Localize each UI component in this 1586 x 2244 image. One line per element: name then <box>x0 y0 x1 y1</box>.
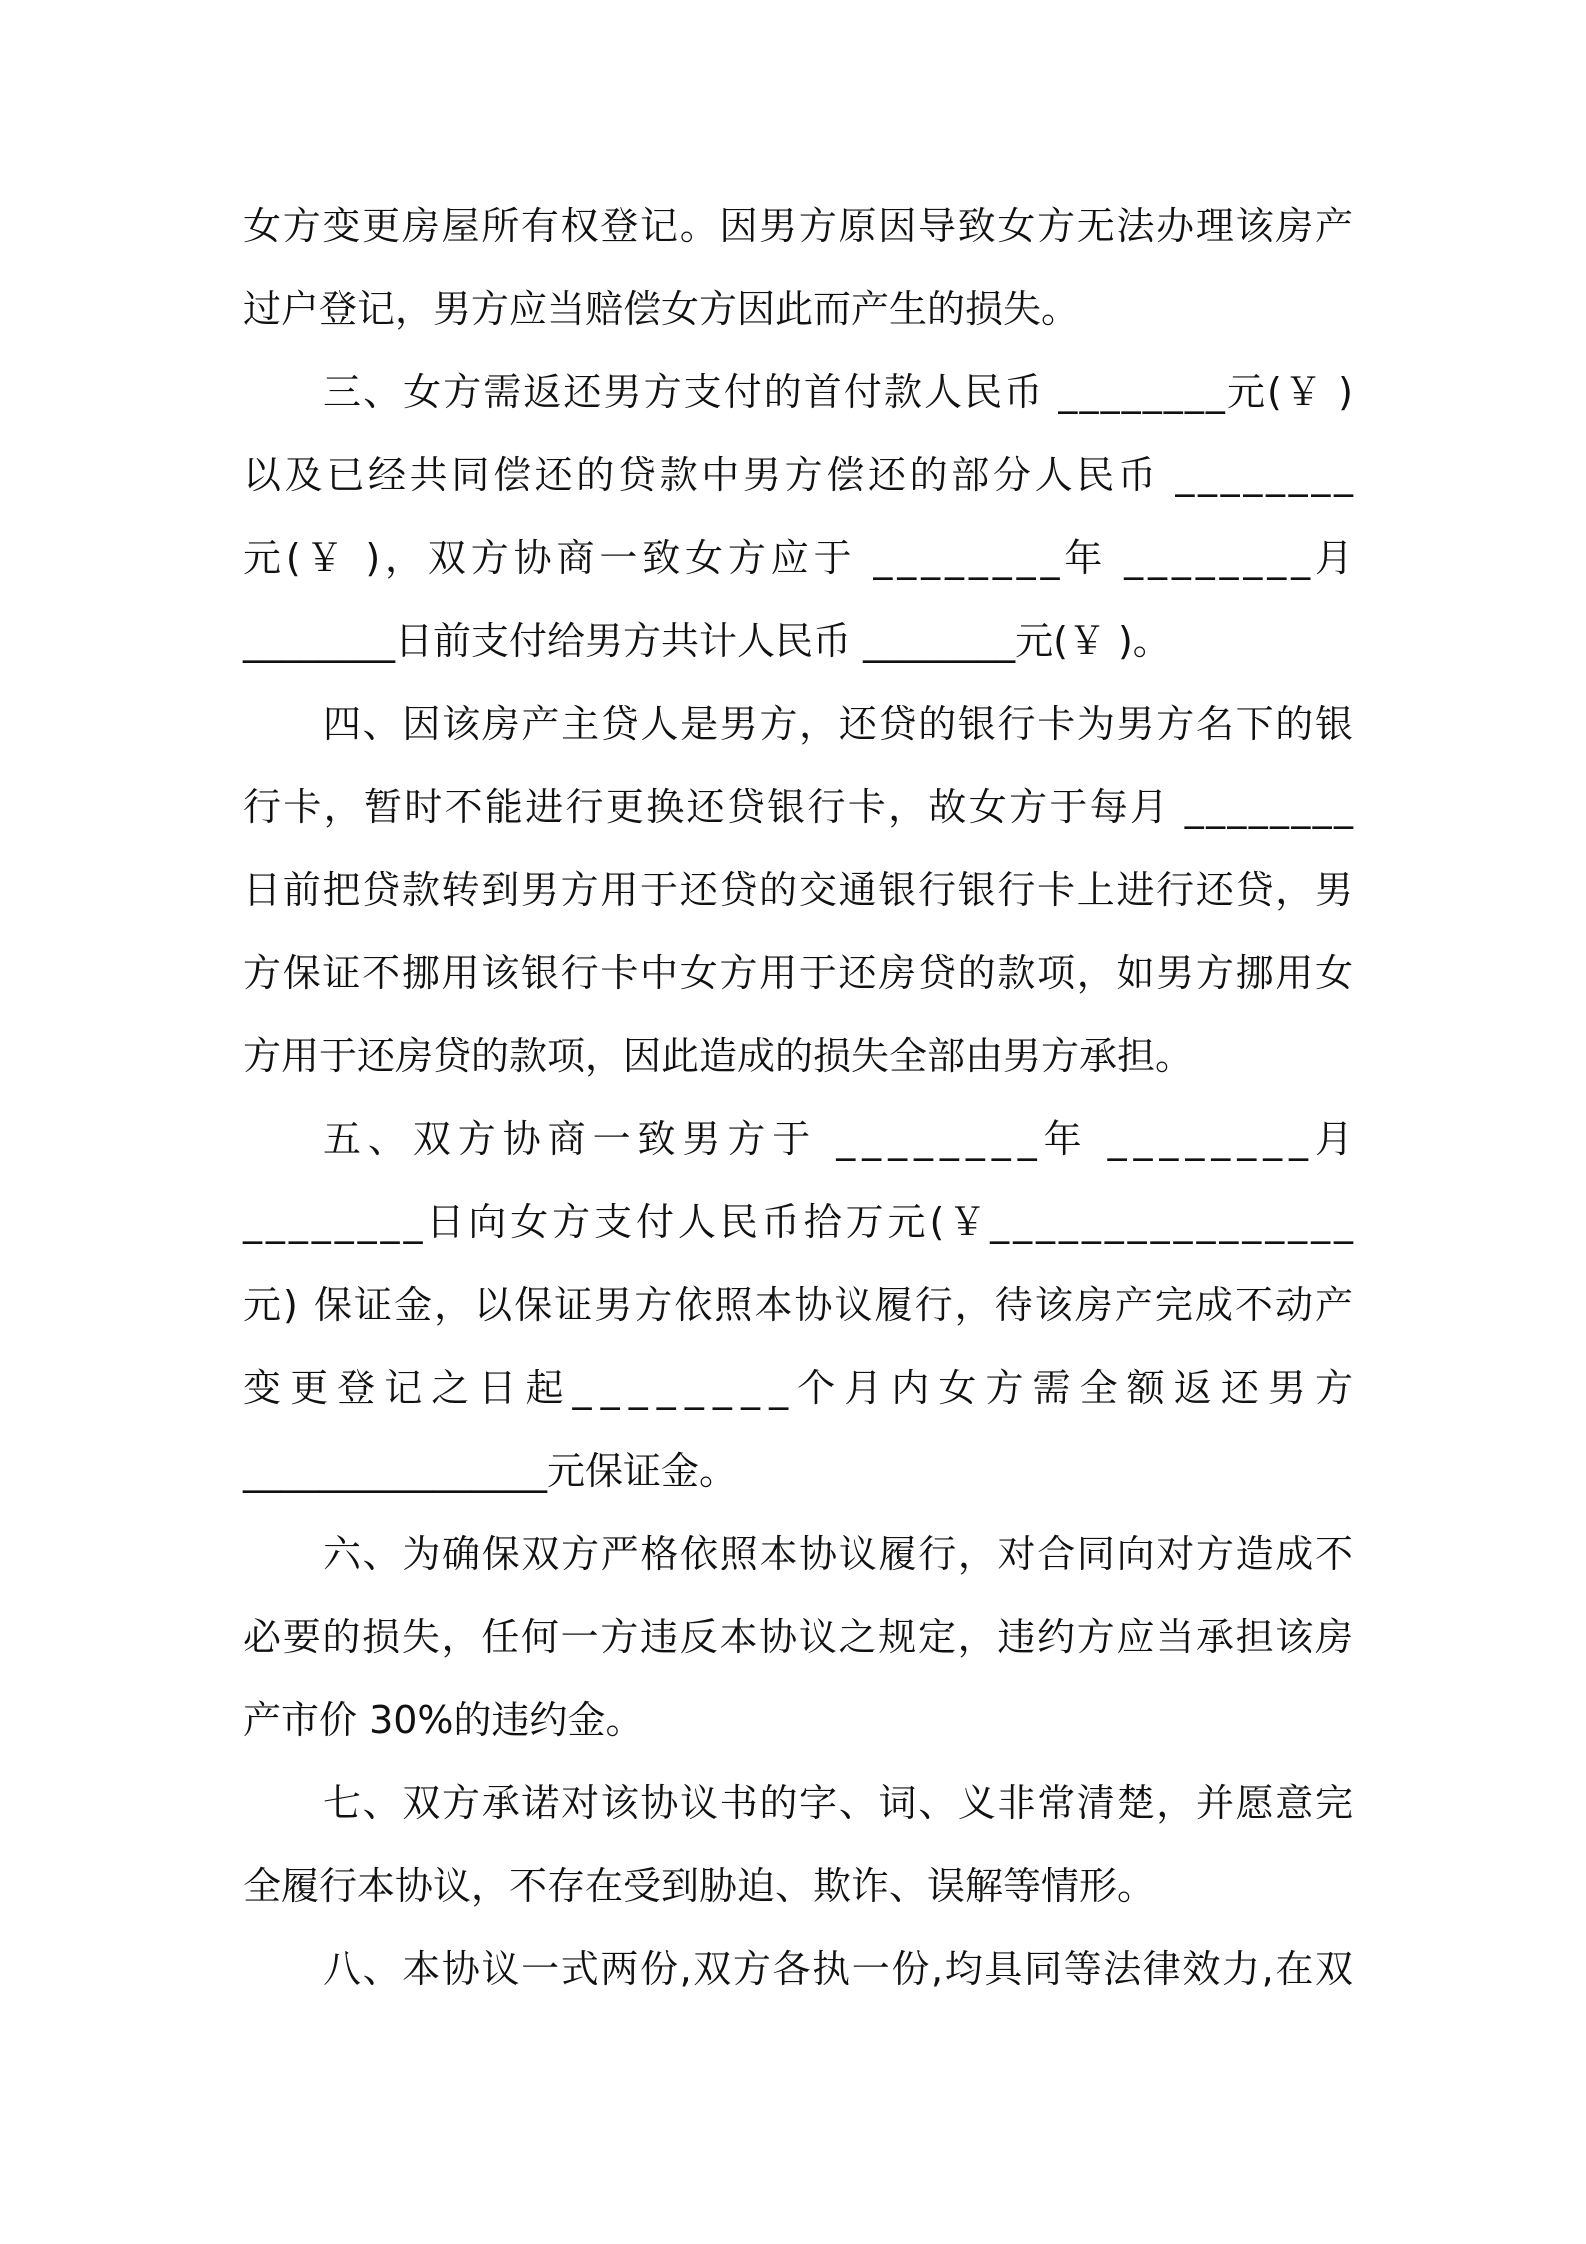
document-line: 三、女方需返还男方支付的首付款人民币 ________元(￥ ) <box>323 370 1356 414</box>
document-line: 六、为确保双方严格依照本协议履行，对合同向对方造成不 <box>323 1532 1355 1576</box>
document-line: 日前把贷款转到男方用于还贷的交通银行银行卡上进行还贷，男 <box>243 868 1355 912</box>
document-line: 产市价 30%的违约金。 <box>243 1698 644 1742</box>
document-line: ________日前支付给男方共计人民币 ________元(￥ )。 <box>243 619 1171 663</box>
document-line: 元(￥ )，双方协商一致女方应于 ________年 ________月 <box>243 536 1358 580</box>
document-line: 元) 保证金，以保证男方依照本协议履行，待该房产完成不动产 <box>243 1283 1356 1327</box>
document-line: 行卡，暂时不能进行更换还贷银行卡，故女方于每月 ________ <box>243 785 1356 829</box>
document-line: ________________元保证金。 <box>243 1449 738 1493</box>
document-line: 四、因该房产主贷人是男方，还贷的银行卡为男方名下的银 <box>323 702 1355 746</box>
document-line: 方用于还房贷的款项，因此造成的损失全部由男方承担。 <box>243 1034 1194 1078</box>
agreement-body-text <box>243 185 1363 2011</box>
document-line: 以及已经共同偿还的贷款中男方偿还的部分人民币 ________ <box>243 453 1357 497</box>
document-line: 过户登记，男方应当赔偿女方因此而产生的损失。 <box>243 287 1080 331</box>
document-line: 八、本协议一式两份,双方各执一份,均具同等法律效力,在双 <box>323 1947 1355 1991</box>
document-line: 必要的损失，任何一方违反本协议之规定，违约方应当承担该房 <box>243 1615 1355 1659</box>
document-line: 方保证不挪用该银行卡中女方用于还房贷的款项，如男方挪用女 <box>243 951 1355 995</box>
document-line: 全履行本协议，不存在受到胁迫、欺诈、误解等情形。 <box>243 1864 1156 1908</box>
document-line: 变更登记之日起________个月内女方需全额返还男方 <box>243 1366 1363 1410</box>
document-line: 女方变更房屋所有权登记。因男方原因导致女方无法办理该房产 <box>243 204 1355 248</box>
document-line: ________日向女方支付人民币拾万元(￥________________ <box>243 1200 1357 1244</box>
document-line: 七、双方承诺对该协议书的字、词、义非常清楚，并愿意完 <box>323 1781 1355 1825</box>
document-line: 五、双方协商一致男方于 ________年 ________月 <box>323 1117 1360 1161</box>
